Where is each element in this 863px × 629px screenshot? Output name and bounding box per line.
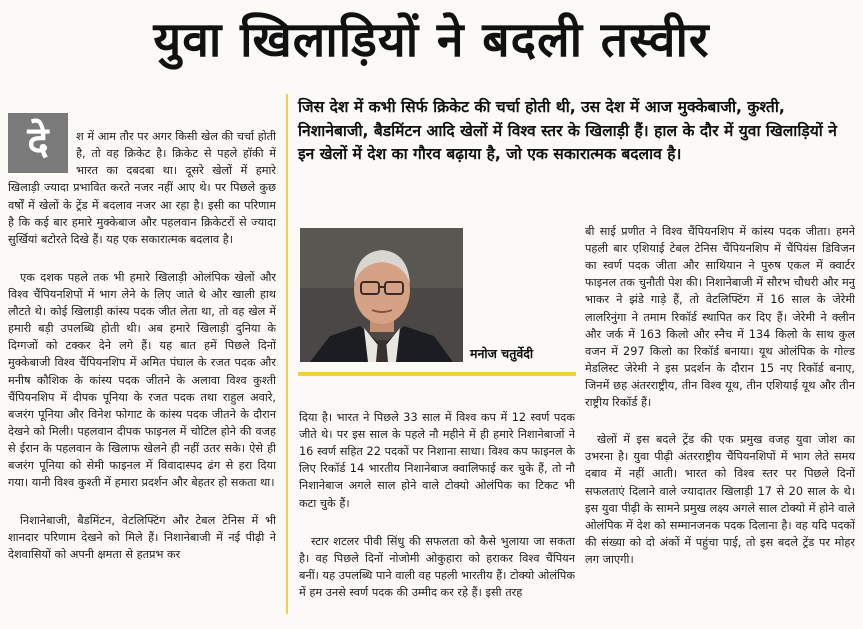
column-2 — [299, 392, 575, 629]
col1-paragraph-2: एक दशक पहले तक भी हमारे खिलाड़ी ओलंपिक खेलों और विश्व चैंपियनशिपों में भाग लेने के लिए जाते थे और खाली हाथ लौटते थे। कोई खिलाड़ी कांस्य पदक जीत लेता था, तो वह खेल में हमारी बड़ी उपलब्धि होती थी। अब हमारे खिलाड़ी दुनिया के दिग्गजों को टक्कर देने लगे हैं। यह बात हमें पिछले दिनों मुक्केबाजी विश्व चैंपियनशिप में अमित पंघाल के रजत पदक और मनीष कौशिक के कांस्य पदक जीतने के अलावा विश्व कुश्ती चैंपियनशिप में दीपक पूनिया के रजत पदक तथा राहुल अवारे, बजरंग पूनिया और विनेश फोगाट के कांस्य पदक जीतने के दौरान देखने को मिली। पहलवान दीपक फाइनल में चोटिल होने की वजह से ईरान के पहलवान के खिलाफ खेलने ही नहीं उतर सके। ऐसे ही बजरंग पूनिया को सेमी फाइनल में विवादास्पद ढंग से हरा दिया गया। यानी विश्व कुश्ती में हमारा प्रदर्शन और बेहतर हो सकता था। — [8, 270, 276, 490]
col1-paragraph-3: निशानेबाजी, बैडमिंटन, वेटलिफ्टिंग और टेबल टेनिस में भी शानदार परिणाम देखने को मिले हैं। निशानेबाजी में नई पीढ़ी ने देशवासियों को अपनी क्षमता से हतप्रभ कर — [8, 514, 276, 562]
portrait-image — [300, 228, 463, 362]
col1-paragraph-1: श में आम तौर पर अगर किसी खेल की चर्चा होती है, तो वह क्रिकेट है। क्रिकेट से पहले हॉकी में भारत का दबदबा था। दूसरे खेलों में हमारे खिलाड़ी ज्यादा प्रभावित करते नजर नहीं आए थे। पर पिछले कुछ वर्षों में खेलों के ट्रेंड में बदलाव नजर आ रहा है। इसी का परिणाम है कि कई बार हमारे मुक्केबाज और पहलवान क्रिकेटरों से ज्यादा सुर्खियां बटोरते दिखे हैं। यह एक सकारात्मक बदलाव है। — [8, 130, 276, 246]
col2-paragraph-1: दिया है। भारत ने पिछले 33 साल में विश्व कप में 12 स्वर्ण पदक जीते थे। पर इस साल के पहले नौ महीने में ही हमारे निशानेबाजों ने 16 स्वर्ण सहित 22 पदकों पर निशाना साधा। विश्व कप फाइनल के लिए रिकॉर्ड 14 भारतीय निशानेबाज क्वालिफाई कर चुके हैं, तो नौ निशानेबाज अगले साल होने वाले टोक्यो ओलंपिक का टिकट भी कटा चुके हैं। — [299, 411, 575, 510]
col2-paragraph-2: स्टार शटलर पीवी सिंधु की सफलता को कैसे भुलाया जा सकता है। वह पिछले दिनों नोजोमी ओकुहारा को हराकर विश्व चैंपियन बनीं। यह उपलब्धि पाने वाली वह पहली भारतीय हैं। टोक्यो ओलंपिक में हम उनसे स्वर्ण पदक की उम्मीद कर रहे हैं। इसी तरह — [299, 534, 575, 600]
column-divider — [286, 94, 288, 614]
intro-standfirst: जिस देश में कभी सिर्फ क्रिकेट की चर्चा होती थी, उस देश में आज मुक्केबाजी, कुश्ती, निशानेबाजी, बैडमिंटन आदि खेलों में विश्व स्तर के खिलाड़ी हैं। हाल के दौर में युवा खिलाड़ियों ने इन खेलों में देश का गौरव बढ़ाया है, जो एक सकारात्मक बदलाव है। — [298, 98, 837, 163]
headline: युवा खिलाड़ियों ने बदली तस्वीर — [153, 12, 710, 68]
author-name: मनोज चतुर्वेदी — [470, 346, 534, 361]
column-3 — [585, 206, 855, 629]
col3-paragraph-2: खेलों में इस बदले ट्रेंड की एक प्रमुख वजह युवा जोश का उभरना है। युवा पीढ़ी अंतरराष्ट्रीय चैंपियनशिपों में भाग लेते समय दबाव में नहीं आती। भारत को विश्व स्तर पर पिछले दिनों सफलताएं दिलाने वाले ज्यादातर खिलाड़ी 17 से 20 साल के थे। इस युवा पीढ़ी के सामने प्रमुख लक्ष्य अगले साल टोक्यो में होने वाले ओलंपिक में देश को सम्मानजनक पदक दिलाना है। वह यदि पदकों की संख्या को दो अंकों में पहुंचा पाई, तो इस बदले ट्रेंड पर मोहर लग जाएगी। — [585, 433, 855, 566]
col3-paragraph-1: बी साई प्रणीत ने विश्व चैंपियनशिप में कांस्य पदक जीता। हमने पहली बार एशियाई टेबल टेनिस चैंपियनशिप में चैंपियंस डिविजन का स्वर्ण पदक जीता और साथियान ने पुरुष एकल में क्वार्टर फाइनल तक चुनौती पेश की। निशानेबाजी में सौरभ चौधरी और मनु भाकर ने झंडे गाड़े हैं, तो वेटलिफ्टिंग में 16 साल के जेरेमी लालरिनुंगा ने तमाम रिकॉर्ड स्थापित कर दिए हैं। जेरेमी ने क्लीन और जर्क में 163 किलो और स्नैच में 134 किलो के साथ कुल वजन में 297 किलो का रिकॉर्ड बनाया। यूथ ओलंपिक के गोल्ड मेडलिस्ट जेरेमी ने इस प्रदर्शन के दौरान 15 नए रिकॉर्ड बनाए, जिनमें छह अंतरराष्ट्रीय, तीन विश्व यूथ, तीन एशियाई यूथ और तीन राष्ट्रीय रिकॉर्ड हैं। — [585, 225, 855, 410]
column-1 — [8, 94, 276, 629]
drop-cap: दे — [8, 113, 68, 173]
author-photo — [300, 228, 463, 362]
accent-bar — [298, 372, 576, 376]
